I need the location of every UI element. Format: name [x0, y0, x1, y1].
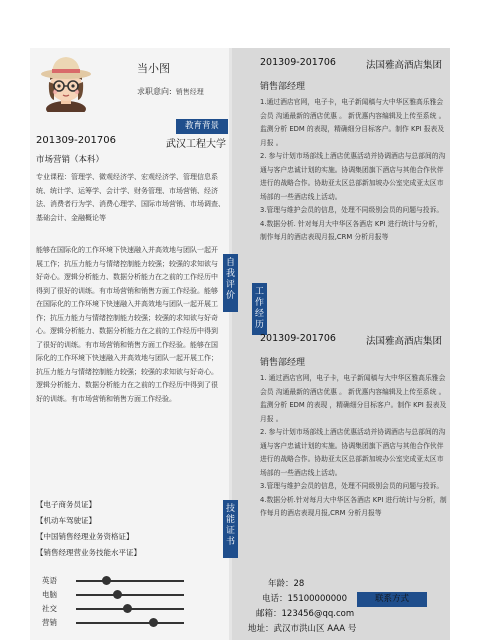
education-school: 武汉工程大学 [166, 139, 226, 150]
skill-track [76, 622, 184, 624]
job-duty: 2. 参与计划市场部线上酒店优惠活动并协调酒店与总部间的沟通与客户忠诚计划的实施。协调集团旗下酒店与其他合作伙伴进行的战略合作。协助亚太区总部新加坡办公室完成亚太区市场部的一些酒店线上活动。 [260, 428, 446, 477]
skill-track [76, 594, 184, 596]
certificate-item: 【中国销售经理业务资格证】 [36, 532, 134, 541]
job-duties [260, 372, 448, 521]
job-duty: 4.数据分析.针对每月大中华区各酒店 KPI 进行统计与分析，制作每月的酒店表现月报,CRM 分析月报等 [260, 495, 447, 517]
skill-levels [36, 574, 216, 630]
job-header [260, 333, 448, 349]
skill-knob [123, 604, 132, 613]
contact-email: 邮箱：123456@qq.com [256, 609, 355, 619]
job-duty: 1. 通过酒店官网，电子卡，电子新闻稿与大中华区雅高乐雅会会员 沟通最新的酒店优惠 。 新优惠内容编辑及上传至系统 。监测分析 EDM 的表现 ，精确细分目标客户。制作 KPI 报表及月报 。 [260, 374, 447, 423]
skill-row [36, 574, 216, 588]
skill-knob [113, 590, 122, 599]
section-tag-education: 教育背景 [176, 119, 228, 134]
job-duty: 2. 参与计划市场部线上酒店优惠活动并协调酒店与总部间的沟通与客户忠诚计划的实施。协调集团旗下酒店与其他合作伙伴进行的战略合作。协助亚太区总部新加坡办公室完成亚太区市场部的一些酒店线上活动。 [260, 152, 446, 201]
job-duty: 4.数据分析. 针对每月大中华区各酒店 KPI 进行统计与分析，制作每月的酒店表现月报,CRM 分析月报等 [260, 219, 443, 241]
skill-row [36, 616, 216, 630]
section-tag-contact: 联系方式 [357, 592, 427, 607]
certificate-item: 【销售经理营业务技能水平证】 [36, 548, 141, 557]
job-title: 销售部经理 [260, 82, 306, 92]
education-courses: 专业课程：管理学、微观经济学、宏观经济学、管理信息系统、统计学、运筹学、会计学、财务管理、市场营销、经济法、消费者行为学、消费心理学、国际市场营销、市场调查、基础会计、金融概论等 [36, 173, 225, 222]
job-header [260, 57, 448, 73]
skill-label: 营销 [42, 618, 57, 627]
skill-label: 电脑 [42, 590, 57, 599]
job-entry [260, 333, 448, 521]
skill-label: 社交 [42, 604, 57, 613]
job-duty: 3.管理与维护会员的信息，处理不同级别会员的问题与投诉。 [260, 482, 444, 490]
section-tag-self-eval: 自我评价 [223, 254, 238, 312]
section-tag-skills: 技能证书 [223, 500, 238, 558]
job-intent-label: 求职意向: [137, 87, 172, 96]
education-major: 市场营销（本科） [36, 155, 105, 165]
certificate-item: 【电子商务员证】 [36, 500, 96, 509]
job-duties [260, 96, 448, 245]
job-intent [137, 86, 204, 97]
skill-track [76, 580, 184, 582]
job-intent-value: 销售经理 [175, 88, 204, 96]
candidate-name: 当小图 [137, 62, 170, 75]
contact-info [248, 577, 428, 637]
self-evaluation-text: 能够在国际化的工作环境下快速融入并高效地与团队一起开展工作；抗压力能力与情绪控制能力较强；较强的求知欲与好奇心。逻辑分析能力、数据分析能力在之前的工作经历中得到了很好的训练。有市场营销和销售方面工作经验。能够在国际化的工作环境下快速融入并高效地与团队一起开展工作；抗压力能力与情绪控制能力较强；较强的求知欲与好奇心。逻辑分析能力、数据分析能力在之前的工作经历中得到了很好的训练。有市场营销和销售方面工作经验。能够在国际化的工作环境下快速融入并高效地与团队一起开展工作；抗压力能力与情绪控制能力较强；较强的求知欲与好奇心。逻辑分析能力、数据分析能力在之前的工作经历中得到了很好的训练。有市场营销和销售方面工作经验。 [36, 246, 218, 403]
job-duty: 1.通过酒店官网，电子卡，电子新闻稿与大中华区雅高乐雅会会员 沟通最新的酒店优惠 。 新优惠内容编辑及上传至系统 。监测分析 EDM 的表现，精确细分目标客户。制作 KPI 报表及月报 。 [260, 98, 446, 147]
skill-row [36, 588, 216, 602]
job-company: 法国雅高酒店集团 [365, 60, 442, 71]
contact-address: 地址：武汉市洪山区 AAA 号 [248, 624, 357, 634]
skill-knob [102, 576, 111, 585]
skill-row [36, 602, 216, 616]
contact-phone: 电话：15100000000 [262, 594, 347, 604]
skill-knob [149, 618, 158, 627]
job-duty: 3.管理与维护会员的信息，处理不同级别会员的问题与投诉。 [260, 206, 444, 214]
contact-age: 年龄：28 [268, 579, 305, 589]
section-tag-work: 工作经历 [252, 283, 267, 335]
job-entry [260, 57, 448, 245]
certificate-item: 【机动车驾驶证】 [36, 516, 96, 525]
certificate-list [36, 497, 141, 561]
education-dates: 201309-201706 [36, 135, 116, 146]
job-dates: 201309-201706 [260, 57, 336, 68]
job-title: 销售部经理 [260, 358, 306, 368]
avatar [36, 52, 96, 112]
job-dates: 201309-201706 [260, 333, 336, 344]
skill-label: 英语 [42, 576, 57, 585]
job-company: 法国雅高酒店集团 [365, 336, 442, 347]
